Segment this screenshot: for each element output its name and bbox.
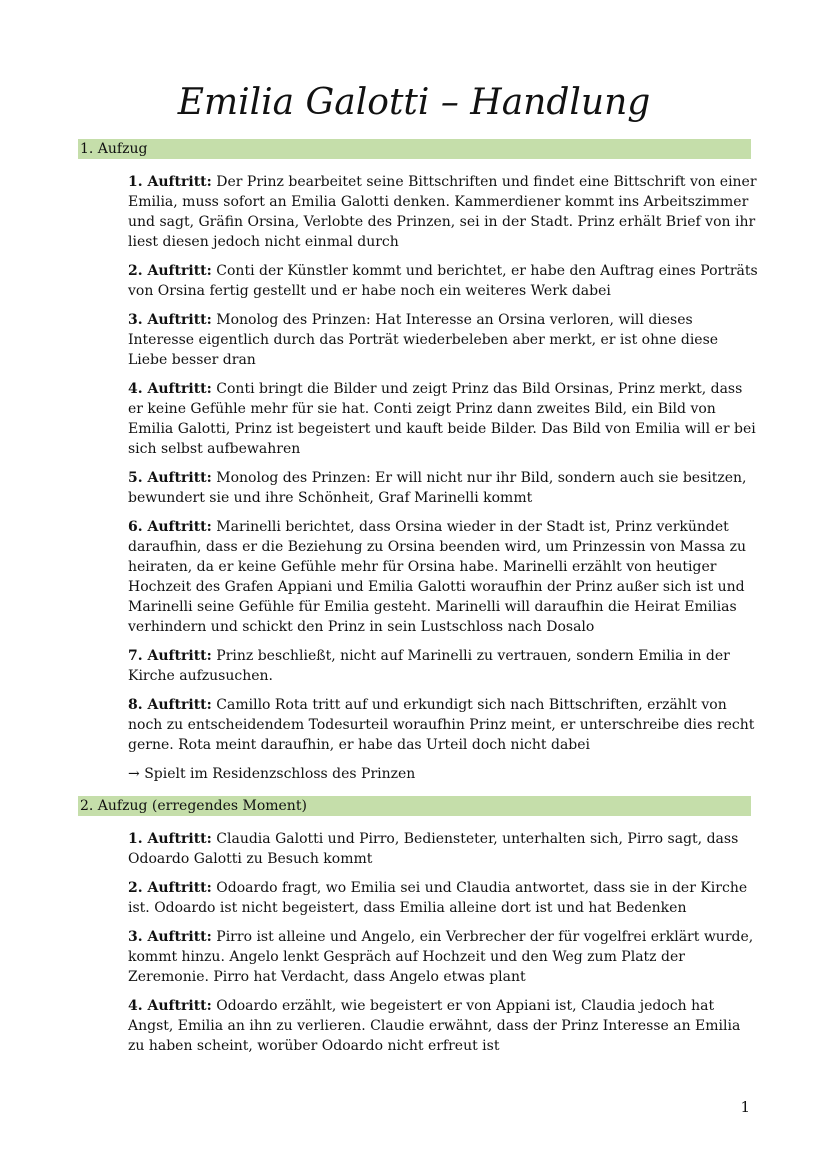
entry-label: 3. Auftritt: <box>128 929 212 945</box>
entry-auftritt <box>128 379 758 459</box>
entry-label: 4. Auftritt: <box>128 381 212 397</box>
entry-text: Odoardo erzählt, wie begeistert er von Appiani ist, Claudia jedoch hat Angst, Emilia an ihn zu verlieren. Claudie erwähnt, dass der Prinz Interesse an Emilia zu haben scheint, worüber Odoardo nicht erfreut ist <box>128 998 741 1054</box>
entry-label: 7. Auftritt: <box>128 648 212 664</box>
entry-text: Prinz beschließt, nicht auf Marinelli zu vertrauen, sondern Emilia in der Kirche aufzusuchen. <box>128 648 730 684</box>
entry-auftritt <box>128 517 758 637</box>
entry-auftritt <box>128 878 758 918</box>
entry-text: Camillo Rota tritt auf und erkundigt sich nach Bittschriften, erzählt von noch zu entscheidendem Todesurteil woraufhin Prinz meint, er unterschreibe dies recht gerne. Rota meint daraufhin, er habe das Urteil doch nicht dabei <box>128 697 755 753</box>
entry-label: 2. Auftritt: <box>128 880 212 896</box>
entry-label: 4. Auftritt: <box>128 998 212 1014</box>
entry-auftritt <box>128 468 758 508</box>
entry-auftritt <box>128 261 758 301</box>
entry-auftritt <box>128 646 758 686</box>
entry-auftritt <box>128 172 758 252</box>
location-note <box>128 764 758 784</box>
entry-label: 2. Auftritt: <box>128 263 212 279</box>
section-entries-aufzug-1 <box>128 172 758 784</box>
entry-text: Der Prinz bearbeitet seine Bittschriften und findet eine Bittschrift von einer Emilia, muss sofort an Emilia Galotti denken. Kammerdiener kommt ins Arbeitszimmer und sagt, Gräfin Orsina, Verlobte des Prinzen, sei in der Stadt. Prinz erhält Brief von ihr liest diesen jedoch nicht einmal durch <box>128 174 757 250</box>
entry-label: 5. Auftritt: <box>128 470 212 486</box>
entry-label: 1. Auftritt: <box>128 831 212 847</box>
entry-text: Conti bringt die Bilder und zeigt Prinz das Bild Orsinas, Prinz merkt, dass er keine Gefühle mehr für sie hat. Conti zeigt Prinz dann zweites Bild, ein Bild von Emilia Galotti, Prinz ist begeistert und kauft beide Bilder. Das Bild von Emilia will er bei sich selbst aufbewahren <box>128 381 756 457</box>
entry-text: Monolog des Prinzen: Er will nicht nur ihr Bild, sondern auch sie besitzen, bewundert sie und ihre Schönheit, Graf Marinelli kommt <box>128 470 747 506</box>
page-title: Emilia Galotti – Handlung <box>177 82 651 123</box>
entry-text: Conti der Künstler kommt und berichtet, er habe den Auftrag eines Porträts von Orsina fertig gestellt und er habe noch ein weiteres Werk dabei <box>128 263 758 299</box>
entry-label: 8. Auftritt: <box>128 697 212 713</box>
entry-label: 6. Auftritt: <box>128 519 212 535</box>
entry-text: Marinelli berichtet, dass Orsina wieder in der Stadt ist, Prinz verkündet daraufhin, dass er die Beziehung zu Orsina beenden wird, um Prinzessin von Massa zu heiraten, da er keine Gefühle mehr für Orsina habe. Marinelli erzählt von heutiger Hochzeit des Grafen Appiani und Emilia Galotti woraufhin der Prinz außer sich ist und Marinelli seine Gefühle für Emilia gesteht. Marinelli will daraufhin die Heirat Emilias verhindern und schickt den Prinz in sein Lustschloss nach Dosalo <box>128 519 746 635</box>
entry-label: 3. Auftritt: <box>128 312 212 328</box>
arrow-right-icon: → <box>128 766 140 782</box>
section-header-aufzug-2: 2. Aufzug (erregendes Moment) <box>78 796 751 816</box>
entry-auftritt <box>128 310 758 370</box>
section-entries-aufzug-2 <box>128 829 758 1065</box>
location-note-text: Spielt im Residenzschloss des Prinzen <box>144 766 416 782</box>
entry-text: Claudia Galotti und Pirro, Bediensteter, unterhalten sich, Pirro sagt, dass Odoardo Galotti zu Besuch kommt <box>128 831 739 867</box>
entry-auftritt <box>128 829 758 869</box>
entry-label: 1. Auftritt: <box>128 174 212 190</box>
entry-auftritt <box>128 996 758 1056</box>
section-header-aufzug-1: 1. Aufzug <box>78 139 751 159</box>
entry-auftritt <box>128 695 758 755</box>
entry-auftritt <box>128 927 758 987</box>
entry-text: Pirro ist alleine und Angelo, ein Verbrecher der für vogelfrei erklärt wurde, kommt hinzu. Angelo lenkt Gespräch auf Hochzeit und den Weg zum Platz der Zeremonie. Pirro hat Verdacht, dass Angelo etwas plant <box>128 929 754 985</box>
entry-text: Monolog des Prinzen: Hat Interesse an Orsina verloren, will dieses Interesse eigentlich durch das Porträt wiederbeleben aber merkt, er ist ohne diese Liebe besser dran <box>128 312 719 368</box>
entry-text: Odoardo fragt, wo Emilia sei und Claudia antwortet, dass sie in der Kirche ist. Odoardo ist nicht begeistert, dass Emilia alleine dort ist und hat Bedenken <box>128 880 748 916</box>
page-number: 1 <box>740 1098 750 1116</box>
